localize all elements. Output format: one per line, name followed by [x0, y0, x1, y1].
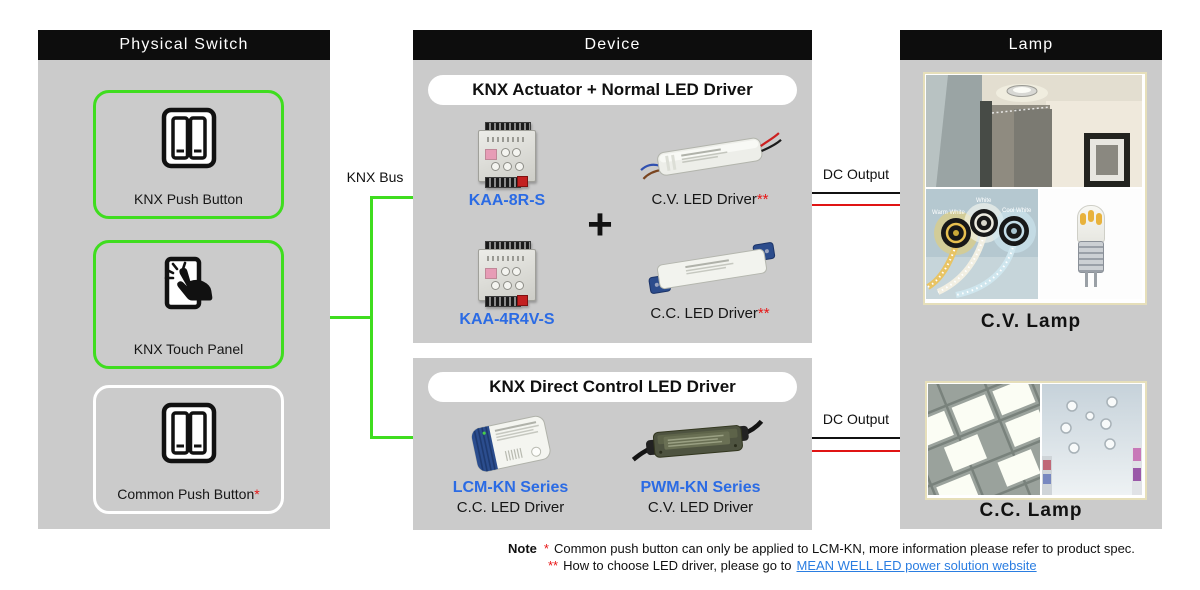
note-asterisk-2: ** — [548, 558, 559, 573]
pwm-kn-series-label: PWM-KN Series — [640, 479, 761, 496]
knx-touch-panel-box — [93, 240, 284, 369]
bulb-pin — [1085, 272, 1088, 287]
common-push-button-box — [93, 385, 284, 514]
cv-led-driver-text: C.V. LED Driver — [651, 191, 757, 208]
cc-led-driver-label — [630, 305, 790, 322]
bulb-pin — [1094, 272, 1097, 287]
strip-label-cool-white: Cool White — [1002, 208, 1032, 214]
knx-bus-line-bottom — [370, 436, 413, 439]
dc-output-label-2: DC Output — [822, 411, 890, 427]
knx-touch-panel-label: KNX Touch Panel — [133, 341, 244, 357]
cc-led-driver-mark: ** — [757, 305, 770, 322]
lcm-kn-series-label: LCM-KN Series — [452, 479, 569, 496]
lcm-kn-image — [460, 412, 560, 476]
kaa-8r-s-label: KAA-8R-S — [468, 192, 546, 209]
dc-output-line-black-2 — [812, 437, 900, 439]
pwm-kn-labels — [628, 479, 773, 516]
g4-bulb-photo — [1040, 189, 1142, 299]
dc-output-label-1: DC Output — [822, 166, 890, 182]
interior-downlight-photo — [926, 75, 1142, 187]
knx-bus-line-vertical — [370, 196, 373, 439]
led-strip-photo — [926, 189, 1038, 299]
dc-output-line-red-2 — [812, 450, 900, 452]
cv-led-driver-mark: ** — [756, 191, 769, 208]
physical-switch-header — [38, 30, 330, 60]
panel-ceiling-photo — [928, 384, 1040, 495]
touch-panel-icon — [155, 255, 223, 321]
rocker-switch-icon — [157, 105, 221, 173]
lcm-kn-labels — [433, 479, 588, 516]
strip-label-white: White — [976, 198, 992, 204]
kaa-4r4v-s-image — [478, 241, 536, 307]
cc-led-driver-image — [642, 238, 782, 300]
knx-push-button-label: KNX Push Button — [134, 191, 243, 207]
dc-output-line-black-1 — [812, 192, 900, 194]
device-title: Device — [584, 36, 641, 53]
cc-lamp-label: C.C. Lamp — [979, 500, 1083, 521]
kaa-4r4v-s-label: KAA-4R4V-S — [459, 311, 555, 328]
dc-output-line-red-1 — [812, 204, 900, 206]
note-line-2 — [548, 558, 1037, 573]
knx-bus-line-stub — [330, 316, 371, 319]
strip-label-warm-white: Warm White — [932, 210, 965, 216]
lamp-title: Lamp — [1008, 36, 1054, 53]
lamp-header — [900, 30, 1162, 60]
knx-push-button-box — [93, 90, 284, 219]
cv-lamp-photo-group — [923, 72, 1147, 305]
pwm-kn-type-label: C.V. LED Driver — [647, 499, 754, 516]
note-line-1 — [508, 541, 1135, 556]
lcm-kn-type-label: C.C. LED Driver — [456, 499, 565, 516]
device-header — [413, 30, 812, 60]
actuator-section-title: KNX Actuator + Normal LED Driver — [428, 75, 797, 105]
cc-lamp-photo-group — [925, 381, 1147, 500]
note-text-2: How to choose LED driver, please go to — [563, 558, 792, 573]
rocker-switch-icon — [157, 400, 221, 468]
physical-switch-title: Physical Switch — [119, 36, 249, 53]
knx-bus-label: KNX Bus — [346, 169, 404, 185]
kaa-8r-s-image — [478, 122, 536, 188]
common-push-button-label — [96, 486, 281, 502]
note-text-1: Common push button can only be applied to LCM-KN, more information please refer to product spec. — [553, 541, 1135, 556]
knx-bus-line-top — [370, 196, 413, 199]
common-push-button-asterisk: * — [254, 486, 260, 502]
bulb-capsule — [1077, 205, 1105, 243]
note-asterisk-1: * — [543, 541, 549, 556]
pwm-kn-image — [630, 416, 765, 468]
bulb-base — [1078, 241, 1104, 273]
direct-section-title: KNX Direct Control LED Driver — [428, 372, 797, 402]
downlight-ceiling-photo — [1042, 384, 1142, 495]
cv-lamp-label: C.V. Lamp — [980, 311, 1082, 332]
common-push-button-text: Common Push Button — [117, 486, 255, 502]
plus-icon: + — [587, 200, 613, 249]
meanwell-solution-link[interactable]: MEAN WELL LED power solution website — [796, 558, 1037, 573]
cv-led-driver-label — [630, 191, 790, 208]
note-label: Note — [508, 541, 537, 556]
cv-led-driver-image — [636, 128, 786, 186]
cc-led-driver-text: C.C. LED Driver — [650, 305, 758, 322]
